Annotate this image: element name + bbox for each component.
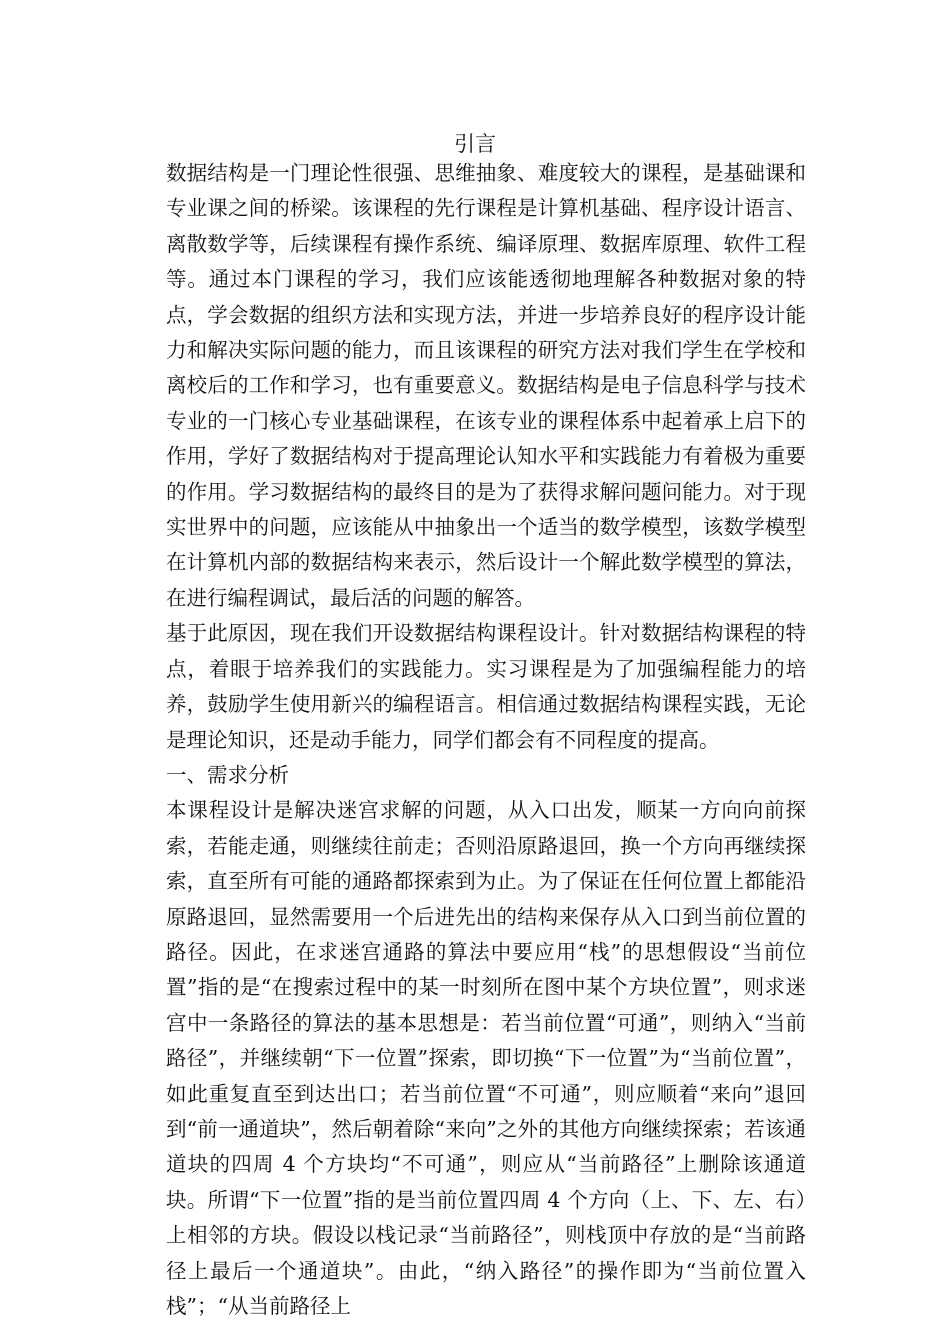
section-heading-requirements: 一、需求分析 <box>166 762 289 787</box>
document-body <box>166 156 806 1324</box>
intro-paragraph-1: 数据结构是一门理论性很强、思维抽象、难度较大的课程，是基础课和专业课之间的桥梁。该课程的先行课程是计算机基础、程序设计语言、离散数学等，后续课程有操作系统、编译原理、数据库原理、软件工程等。通过本门课程的学习，我们应该能透彻地理解各种数据对象的特点，学会数据的组织方法和实现方法，并进一步培养良好的程序设计能力和解决实际问题的能力，而且该课程的研究方法对我们学生在学校和离校后的工作和学习，也有重要意义。数据结构是电子信息科学与技术专业的一门核心专业基础课程，在该专业的课程体系中起着承上启下的作用，学好了数据结构对于提高理论认知水平和实践能力有着极为重要的作用。学习数据结构的最终目的是为了获得求解问题问能力。对于现实世界中的问题，应该能从中抽象出一个适当的数学模型，该数学模型在计算机内部的数据结构来表示，然后设计一个解此数学模型的算法，在进行编程调试，最后活的问题的解答。 <box>166 161 806 610</box>
document-title: 引言 <box>454 132 496 156</box>
intro-paragraph-2: 基于此原因，现在我们开设数据结构课程设计。针对数据结构课程的特点，着眼于培养我们的实践能力。实习课程是为了加强编程能力的培养，鼓励学生使用新兴的编程语言。相信通过数据结构课程实践，无论是理论知识，还是动手能力，同学们都会有不同程度的提高。 <box>166 621 806 752</box>
requirements-paragraph: 本课程设计是解决迷宫求解的问题，从入口出发，顺某一方向向前探索，若能走通，则继续往前走；否则沿原路退回，换一个方向再继续探索，直至所有可能的通路都探索到为止。为了保证在任何位置上都能沿原路退回，显然需要用一个后进先出的结构来保存从入口到当前位置的路径。因此，在求迷宫通路的算法中要应用“栈”的思想假设“当前位置”指的是“在搜索过程中的某一时刻所在图中某个方块位置”，则求迷宫中一条路径的算法的基本思想是：若当前位置“可通”，则纳入“当前路径”，并继续朝“下一位置”探索，即切换“下一位置”为“当前位置”，如此重复直至到达出口；若当前位置“不可通”，则应顺着“来向”退回到“前一通道块”，然后朝着除“来向”之外的其他方向继续探索；若该通道块的四周 4 个方块均“不可通”，则应从“当前路径”上删除该通道块。所谓“下一位置”指的是当前位置四周 4 个方向（上、下、左、右）上相邻的方块。假设以栈记录“当前路径”，则栈顶中存放的是“当前路径上最后一个通道块”。由此，“纳入路径”的操作即为“当前位置入栈”；“从当前路径上 <box>166 798 806 1318</box>
